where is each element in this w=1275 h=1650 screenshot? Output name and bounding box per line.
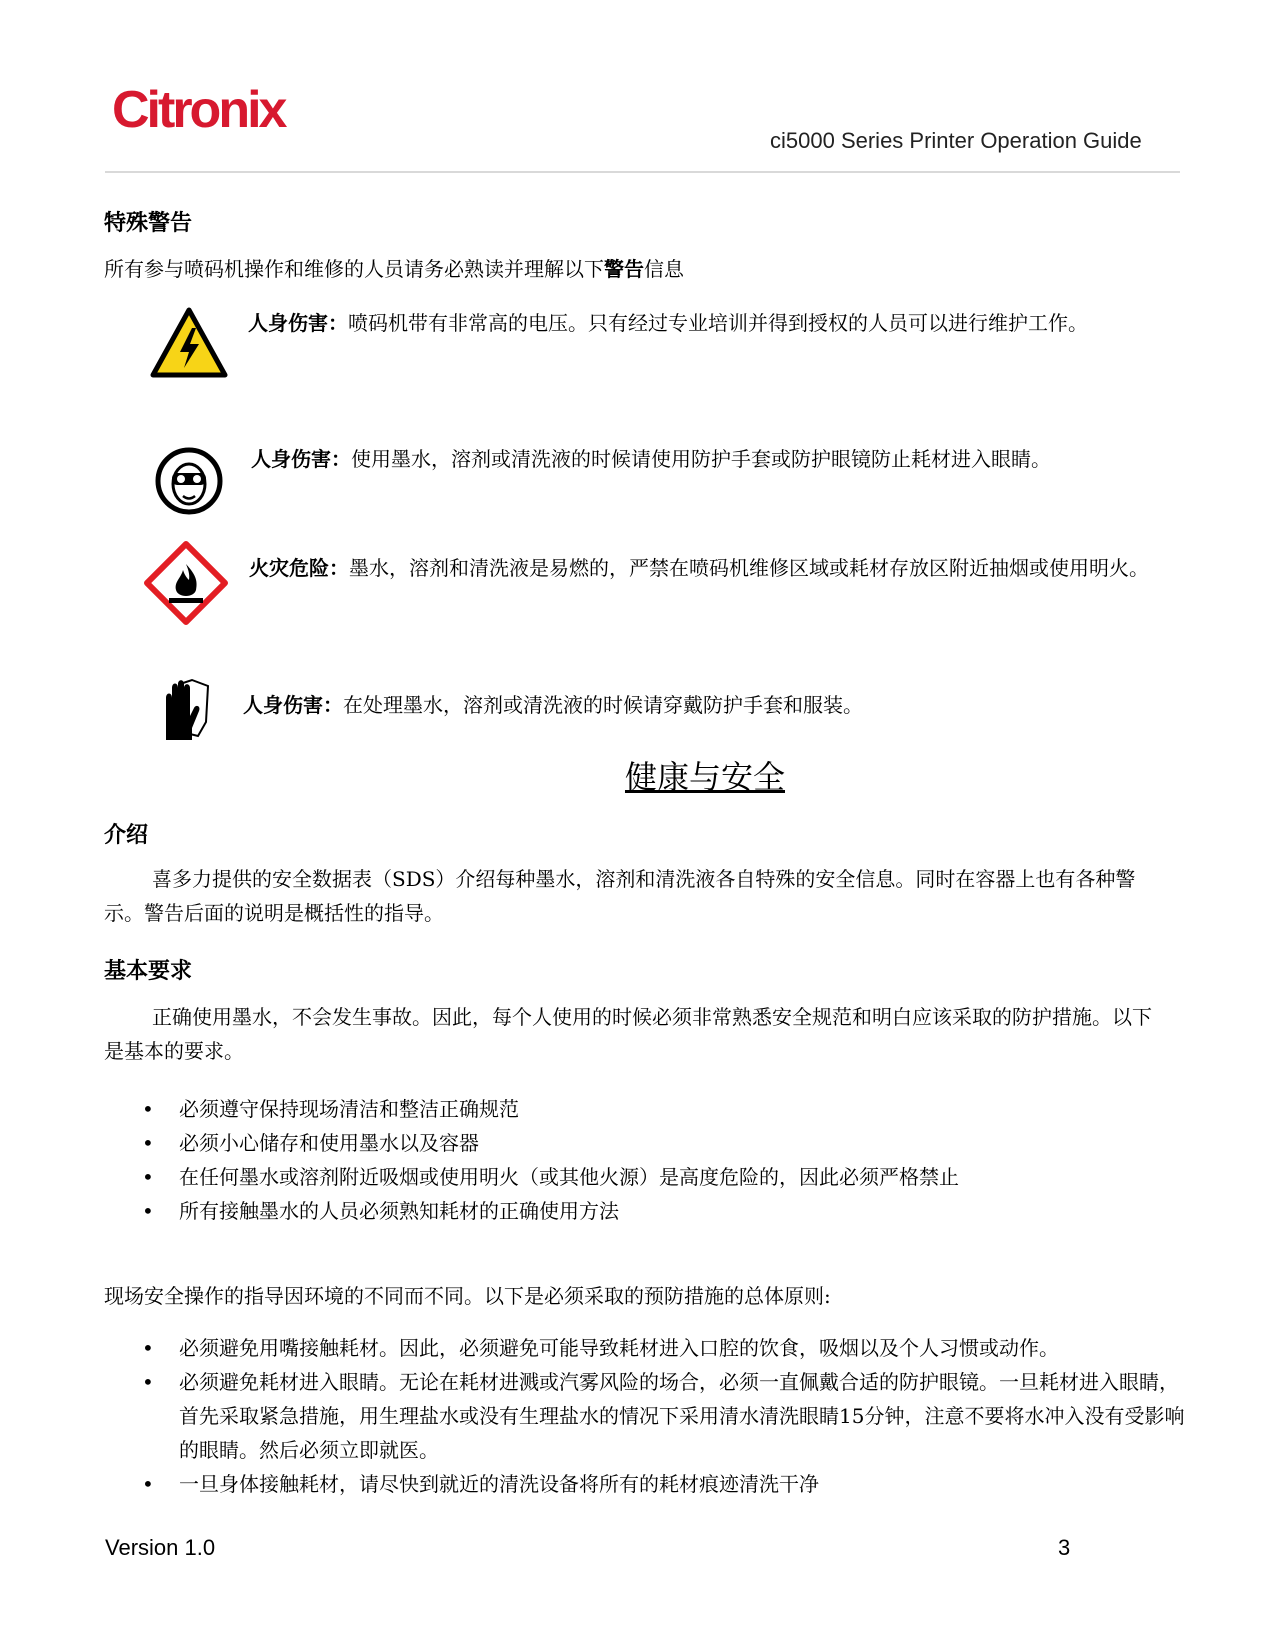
footer-version: Version 1.0: [105, 1535, 216, 1560]
basic-requirements-heading: 基本要求: [104, 958, 193, 984]
site-safety-paragraph: 现场安全操作的指导因环境的不同而不同。以下是必须采取的预防措施的总体原则:: [104, 1284, 831, 1308]
warning-item-gloves: 人身伤害：在处理墨水，溶剂或清洗液的时候请穿戴防护手套和服装。: [243, 693, 863, 717]
special-warning-intro: 所有参与喷码机操作和维修的人员请务必熟读并理解以下警告信息: [104, 257, 684, 281]
list-item: • 在任何墨水或溶剂附近吸烟或使用明火（或其他火源）是高度危险的，因此必须严格禁止: [104, 1160, 1184, 1194]
warning-item-voltage: 人身伤害：喷码机带有非常高的电压。只有经过专业培训并得到授权的人员可以进行维护工作。: [248, 311, 1088, 335]
citronix-logo: [112, 81, 285, 139]
site-safety-list: [104, 1331, 1189, 1501]
warning-item-goggles: 人身伤害：使用墨水，溶剂或清洗液的时候请使用防护手套或防护眼镜防止耗材进入眼睛。: [251, 447, 1051, 471]
intro-paragraph: 喜多力提供的安全数据表（SDS）介绍每种墨水，溶剂和清洗液各自特殊的安全信息。同时在容器上也有各种警示。警告后面的说明是概括性的指导。: [104, 867, 1136, 925]
warning-item-fire: 火灾危险：墨水，溶剂和清洗液是易燃的，严禁在喷码机维修区域或耗材存放区附近抽烟或使用明火。: [249, 556, 1149, 580]
list-item: • 必须遵守保持现场清洁和整洁正确规范: [104, 1092, 1184, 1126]
list-item: • 一旦身体接触耗材，请尽快到就近的清洗设备将所有的耗材痕迹清洗干净: [104, 1467, 1189, 1501]
list-item: • 必须小心储存和使用墨水以及容器: [104, 1126, 1184, 1160]
goggles-icon: [154, 446, 224, 516]
logo-text: Citronix: [112, 81, 285, 139]
special-warning-heading: 特殊警告: [104, 210, 193, 236]
high-voltage-icon: [150, 306, 228, 380]
basic-requirements-paragraph: 正确使用墨水，不会发生事故。因此，每个人使用的时候必须非常熟悉安全规范和明白应该采取的防护措施。以下是基本的要求。: [104, 1005, 1152, 1063]
footer-page-number: 3: [1058, 1535, 1071, 1560]
intro-heading: 介绍: [104, 822, 149, 848]
flammable-icon: [143, 540, 229, 626]
section-title: 健康与安全: [624, 758, 785, 796]
list-item: • 所有接触墨水的人员必须熟知耗材的正确使用方法: [104, 1194, 1184, 1228]
list-item: • 必须避免用嘴接触耗材。因此，必须避免可能导致耗材进入口腔的饮食，吸烟以及个人习惯或动作。: [104, 1331, 1189, 1365]
document-title: ci5000 Series Printer Operation Guide: [770, 128, 1142, 153]
basic-requirements-list: [104, 1092, 1184, 1228]
header-divider: [105, 171, 1180, 173]
gloves-icon: [162, 676, 212, 742]
list-item: • 必须避免耗材进入眼睛。无论在耗材进溅或汽雾风险的场合，必须一直佩戴合适的防护眼镜。一旦耗材进入眼睛，首先采取紧急措施，用生理盐水或没有生理盐水的情况下采用清水清洗眼睛15分钟，注意不要将水冲入没有受影响的眼睛。然后必须立即就医。: [104, 1365, 1189, 1467]
